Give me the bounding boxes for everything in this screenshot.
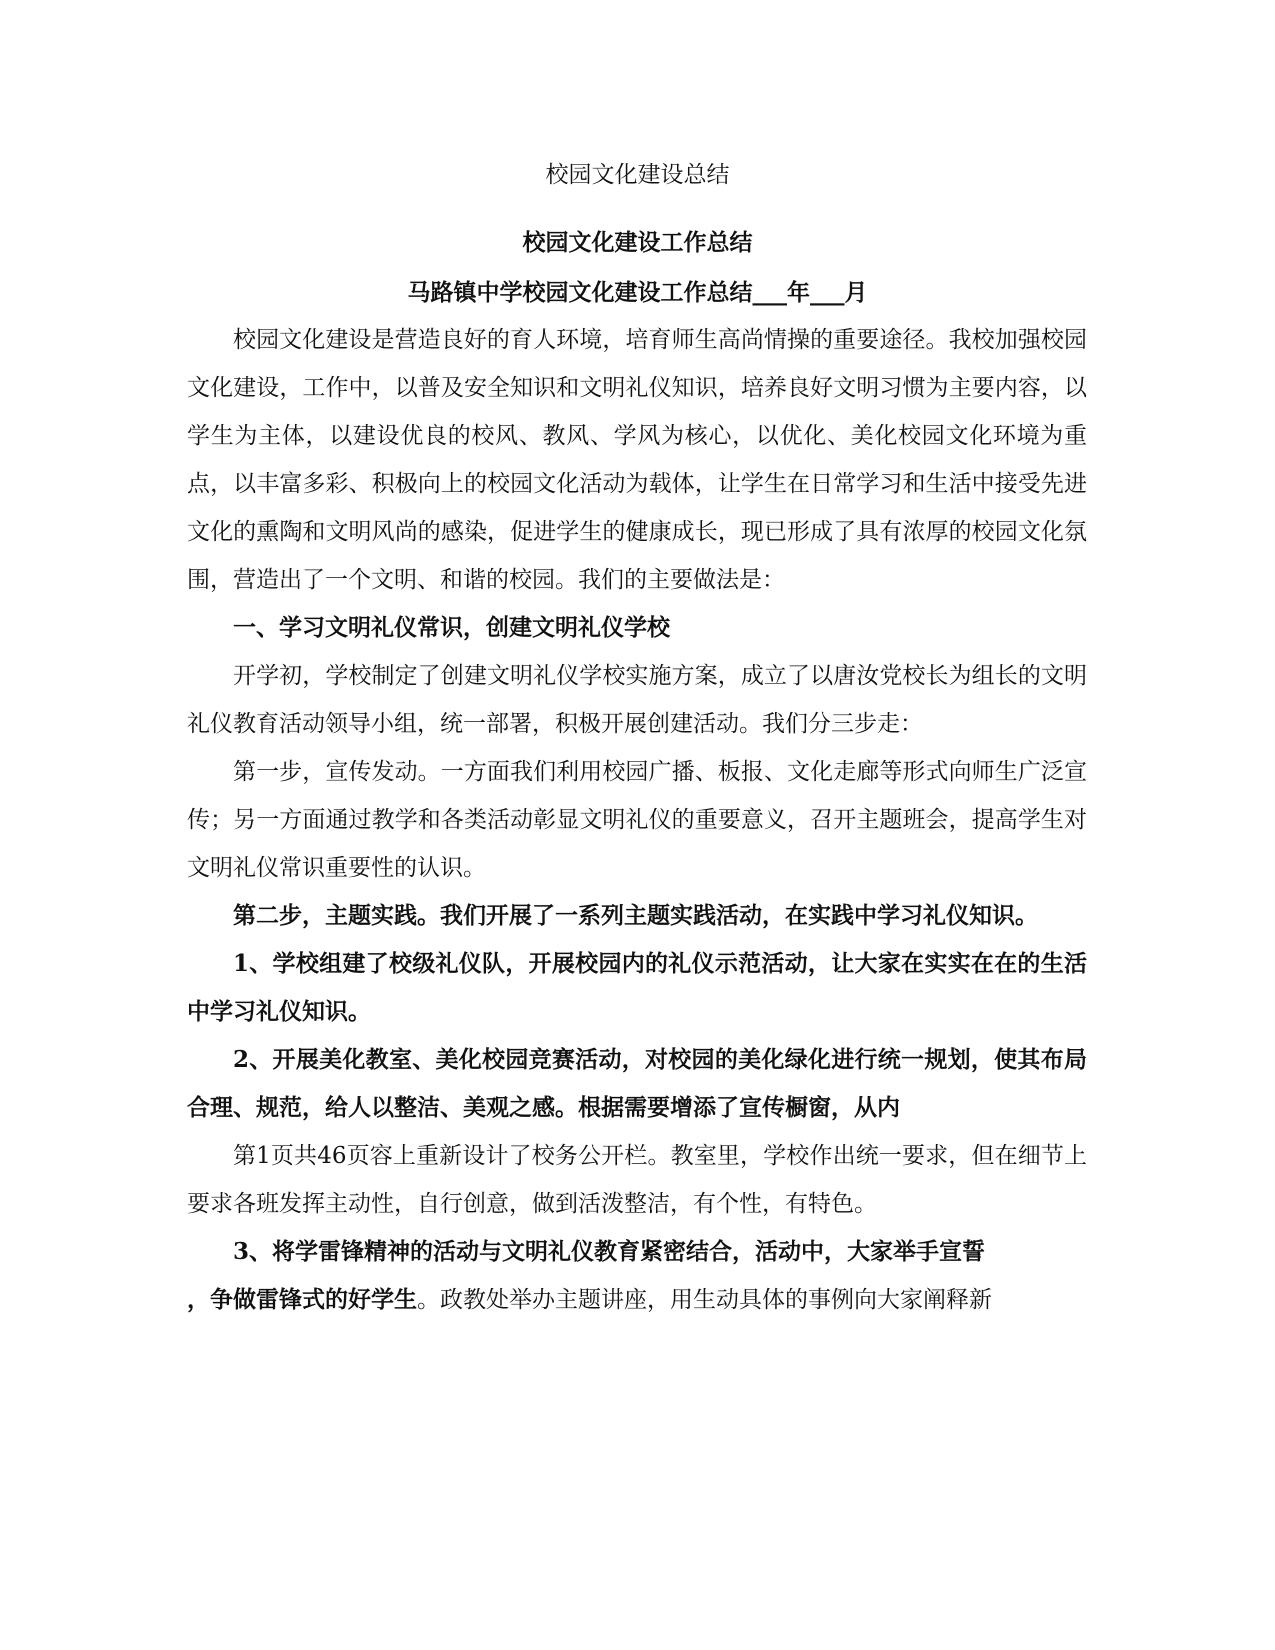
- paragraph-page-footer-continuation: 第1页共46页容上重新设计了校务公开栏。教室里，学校作出统一要求，但在细节上要求各班发挥主动性，自行创意，做到活泼整洁，有个性，有特色。: [187, 1143, 1087, 1217]
- paragraph-item-1: 1、学校组建了校级礼仪队，开展校园内的礼仪示范活动，让大家在实实在在的生活中学习礼仪知识。: [187, 950, 1087, 1025]
- main-heading: 校园文化建设工作总结: [522, 229, 753, 256]
- paragraph-step-one: 第一步，宣传发动。一方面我们利用校园广播、板报、文化走廊等形式向师生广泛宣传；另一方面通过教学和各类活动彰显文明礼仪的重要意义，召开主题班会，提高学生对文明礼仪常识重要性的认识。: [187, 759, 1087, 881]
- paragraph-intro: 校园文化建设是营造良好的育人环境，培育师生高尚情操的重要途径。我校加强校园文化建设，工作中，以普及安全知识和文明礼仪知识，培养良好文明习惯为主要内容，以学生为主体，以建设优良的校风、教风、学风为核心，以优化、美化校园文化环境为重点，以丰富多彩、积极向上的校园文化活动为载体，让学生在日常学习和生活中接受先进文化的熏陶和文明风尚的感染，促进学生的健康成长，现已形成了具有浓厚的校园文化氛围，营造出了一个文明、和谐的校园。我们的主要做法是：: [187, 327, 1087, 593]
- paragraph-plan: 开学初，学校制定了创建文明礼仪学校实施方案，成立了以唐汝党校长为组长的文明礼仪教育活动领导小组，统一部署，积极开展创建活动。我们分三步走：: [187, 663, 1087, 737]
- item-3-bold-line2: ，争做雷锋式的好学生: [187, 1286, 417, 1313]
- document-title: 校园文化建设总结: [545, 162, 730, 188]
- paragraph-item-3: [187, 1228, 1087, 1324]
- paragraph-item-2: 2、开展美化教室、美化校园竞赛活动，对校园的美化绿化进行统一规划，使其布局合理、规范，给人以整洁、美观之感。根据需要增添了宣传橱窗，从内: [187, 1046, 1087, 1121]
- item-3-normal-text: 。政教处举办主题讲座，用生动具体的事例向大家阐释新: [417, 1287, 992, 1313]
- item-3-bold-line1: 3、将学雷锋精神的活动与文明礼仪教育紧密结合，活动中，大家举手宣誓: [233, 1238, 986, 1265]
- section-heading-1: 一、学习文明礼仪常识，创建文明礼仪学校: [233, 614, 670, 641]
- paragraph-step-two: 第二步，主题实践。我们开展了一系列主题实践活动，在实践中学习礼仪知识。: [233, 902, 1038, 929]
- document-body: [187, 316, 1087, 1324]
- sub-heading: 马路镇中学校园文化建设工作总结___年___月: [407, 279, 868, 306]
